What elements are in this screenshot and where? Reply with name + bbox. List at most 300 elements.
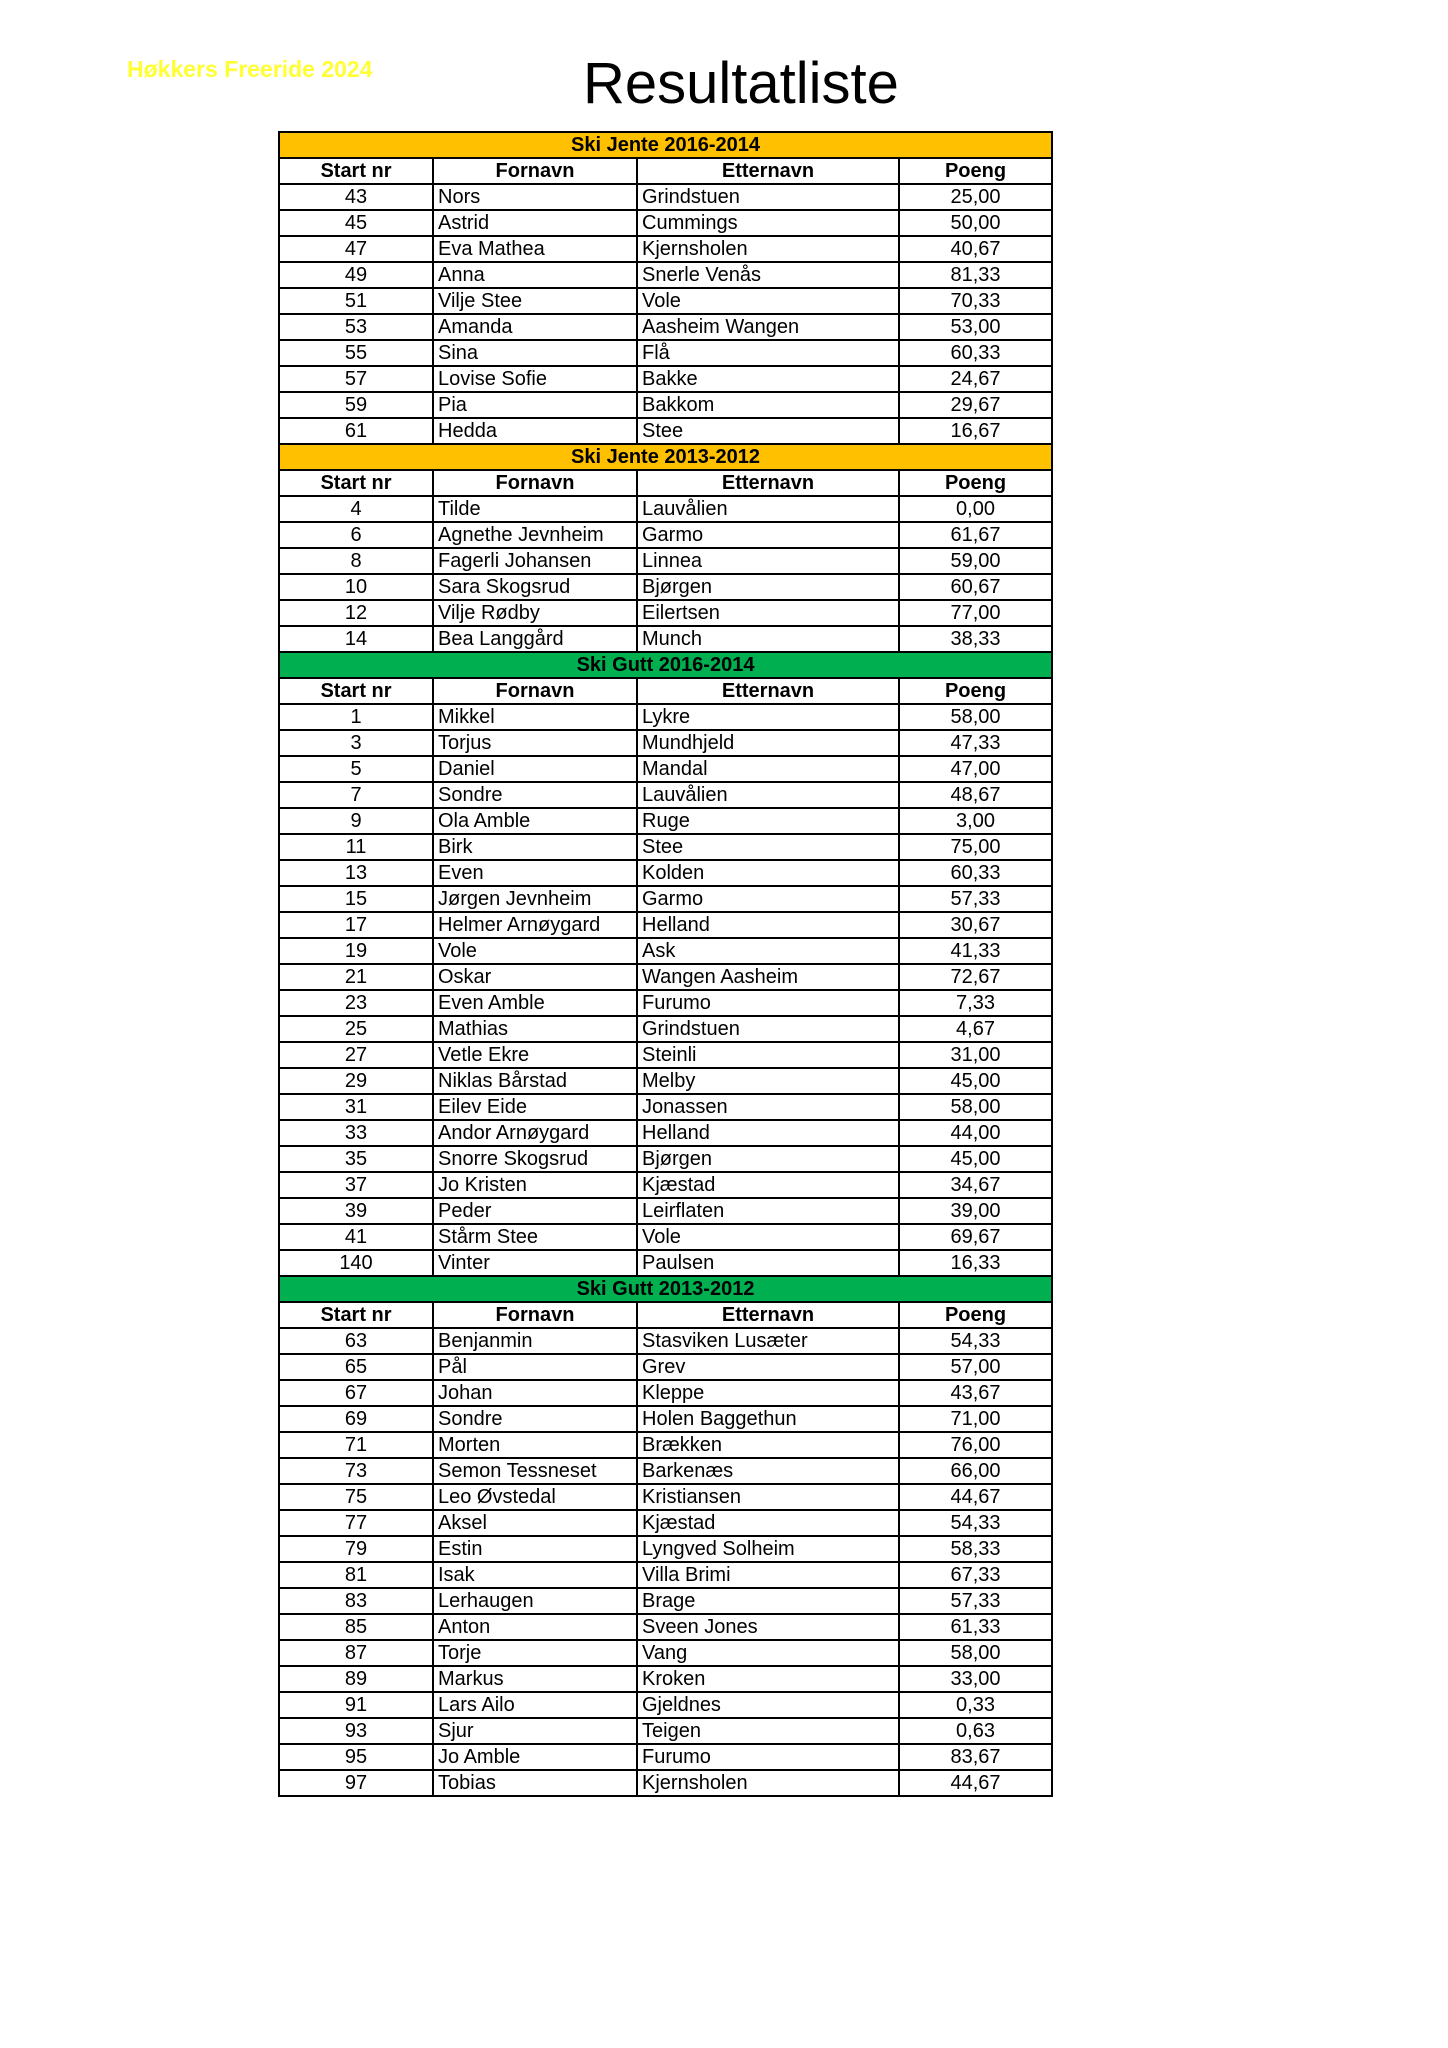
- cell-etternavn: Ruge: [637, 808, 899, 834]
- table-row: [279, 1198, 1052, 1224]
- table-row: [279, 938, 1052, 964]
- table-row: [279, 704, 1052, 730]
- table-row: [279, 756, 1052, 782]
- cell-fornavn: Markus: [433, 1666, 637, 1692]
- cell-poeng: 54,33: [899, 1328, 1052, 1354]
- table-row: [279, 1770, 1052, 1796]
- cell-poeng: 57,00: [899, 1354, 1052, 1380]
- cell-etternavn: Paulsen: [637, 1250, 899, 1276]
- cell-poeng: 54,33: [899, 1510, 1052, 1536]
- cell-start-nr: 25: [279, 1016, 433, 1042]
- cell-start-nr: 63: [279, 1328, 433, 1354]
- column-header-poeng: Poeng: [899, 678, 1052, 704]
- cell-start-nr: 89: [279, 1666, 433, 1692]
- cell-start-nr: 8: [279, 548, 433, 574]
- table-row: [279, 1510, 1052, 1536]
- cell-etternavn: Holen Baggethun: [637, 1406, 899, 1432]
- page-title: Resultatliste: [583, 51, 899, 116]
- table-row: [279, 1042, 1052, 1068]
- cell-fornavn: Jørgen Jevnheim: [433, 886, 637, 912]
- table-row: [279, 574, 1052, 600]
- table-row: [279, 1146, 1052, 1172]
- section-title: Ski Jente 2016-2014: [279, 132, 1052, 158]
- cell-etternavn: Helland: [637, 1120, 899, 1146]
- cell-poeng: 61,33: [899, 1614, 1052, 1640]
- cell-start-nr: 95: [279, 1744, 433, 1770]
- cell-poeng: 33,00: [899, 1666, 1052, 1692]
- cell-fornavn: Tobias: [433, 1770, 637, 1796]
- cell-poeng: 58,00: [899, 1094, 1052, 1120]
- column-header-poeng: Poeng: [899, 1302, 1052, 1328]
- cell-etternavn: Furumo: [637, 990, 899, 1016]
- cell-start-nr: 43: [279, 184, 433, 210]
- cell-start-nr: 61: [279, 418, 433, 444]
- cell-fornavn: Anna: [433, 262, 637, 288]
- cell-poeng: 34,67: [899, 1172, 1052, 1198]
- table-row: [279, 548, 1052, 574]
- cell-poeng: 60,33: [899, 860, 1052, 886]
- cell-poeng: 58,33: [899, 1536, 1052, 1562]
- cell-start-nr: 69: [279, 1406, 433, 1432]
- cell-start-nr: 7: [279, 782, 433, 808]
- cell-start-nr: 35: [279, 1146, 433, 1172]
- cell-etternavn: Bakke: [637, 366, 899, 392]
- cell-etternavn: Leirflaten: [637, 1198, 899, 1224]
- table-row: [279, 782, 1052, 808]
- cell-start-nr: 87: [279, 1640, 433, 1666]
- cell-fornavn: Benjanmin: [433, 1328, 637, 1354]
- cell-fornavn: Sara Skogsrud: [433, 574, 637, 600]
- cell-start-nr: 29: [279, 1068, 433, 1094]
- cell-poeng: 77,00: [899, 600, 1052, 626]
- cell-poeng: 0,33: [899, 1692, 1052, 1718]
- cell-start-nr: 97: [279, 1770, 433, 1796]
- cell-start-nr: 81: [279, 1562, 433, 1588]
- cell-start-nr: 5: [279, 756, 433, 782]
- cell-fornavn: Nors: [433, 184, 637, 210]
- cell-poeng: 53,00: [899, 314, 1052, 340]
- cell-fornavn: Leo Øvstedal: [433, 1484, 637, 1510]
- cell-etternavn: Kjæstad: [637, 1172, 899, 1198]
- table-row: [279, 1458, 1052, 1484]
- cell-start-nr: 17: [279, 912, 433, 938]
- cell-etternavn: Garmo: [637, 886, 899, 912]
- cell-start-nr: 65: [279, 1354, 433, 1380]
- column-header-fornavn: Fornavn: [433, 158, 637, 184]
- cell-start-nr: 27: [279, 1042, 433, 1068]
- table-row: [279, 392, 1052, 418]
- cell-start-nr: 45: [279, 210, 433, 236]
- cell-poeng: 72,67: [899, 964, 1052, 990]
- cell-fornavn: Eva Mathea: [433, 236, 637, 262]
- cell-poeng: 16,33: [899, 1250, 1052, 1276]
- cell-etternavn: Gjeldnes: [637, 1692, 899, 1718]
- section-header-row: [279, 652, 1052, 678]
- cell-etternavn: Garmo: [637, 522, 899, 548]
- cell-fornavn: Semon Tessneset: [433, 1458, 637, 1484]
- cell-poeng: 29,67: [899, 392, 1052, 418]
- cell-etternavn: Grindstuen: [637, 1016, 899, 1042]
- cell-poeng: 57,33: [899, 886, 1052, 912]
- cell-poeng: 67,33: [899, 1562, 1052, 1588]
- cell-start-nr: 1: [279, 704, 433, 730]
- cell-start-nr: 49: [279, 262, 433, 288]
- cell-fornavn: Vilje Stee: [433, 288, 637, 314]
- cell-start-nr: 10: [279, 574, 433, 600]
- cell-etternavn: Bjørgen: [637, 574, 899, 600]
- cell-fornavn: Sina: [433, 340, 637, 366]
- cell-start-nr: 31: [279, 1094, 433, 1120]
- cell-poeng: 60,67: [899, 574, 1052, 600]
- cell-poeng: 44,67: [899, 1484, 1052, 1510]
- table-row: [279, 1406, 1052, 1432]
- cell-fornavn: Even: [433, 860, 637, 886]
- cell-fornavn: Astrid: [433, 210, 637, 236]
- cell-etternavn: Brækken: [637, 1432, 899, 1458]
- cell-start-nr: 37: [279, 1172, 433, 1198]
- table-row: [279, 314, 1052, 340]
- table-row: [279, 964, 1052, 990]
- table-row: [279, 1224, 1052, 1250]
- cell-poeng: 66,00: [899, 1458, 1052, 1484]
- cell-start-nr: 75: [279, 1484, 433, 1510]
- cell-start-nr: 67: [279, 1380, 433, 1406]
- cell-fornavn: Sondre: [433, 1406, 637, 1432]
- cell-fornavn: Isak: [433, 1562, 637, 1588]
- cell-fornavn: Stårm Stee: [433, 1224, 637, 1250]
- table-row: [279, 340, 1052, 366]
- cell-start-nr: 11: [279, 834, 433, 860]
- table-row: [279, 1354, 1052, 1380]
- table-row: [279, 1640, 1052, 1666]
- cell-start-nr: 15: [279, 886, 433, 912]
- cell-etternavn: Bjørgen: [637, 1146, 899, 1172]
- cell-fornavn: Jo Kristen: [433, 1172, 637, 1198]
- section-header-row: [279, 132, 1052, 158]
- cell-poeng: 71,00: [899, 1406, 1052, 1432]
- cell-fornavn: Mathias: [433, 1016, 637, 1042]
- column-header-row: [279, 1302, 1052, 1328]
- table-row: [279, 288, 1052, 314]
- cell-etternavn: Villa Brimi: [637, 1562, 899, 1588]
- cell-etternavn: Teigen: [637, 1718, 899, 1744]
- table-row: [279, 626, 1052, 652]
- cell-poeng: 30,67: [899, 912, 1052, 938]
- cell-etternavn: Melby: [637, 1068, 899, 1094]
- table-row: [279, 1484, 1052, 1510]
- table-row: [279, 184, 1052, 210]
- cell-start-nr: 13: [279, 860, 433, 886]
- cell-fornavn: Jo Amble: [433, 1744, 637, 1770]
- cell-etternavn: Kleppe: [637, 1380, 899, 1406]
- cell-start-nr: 71: [279, 1432, 433, 1458]
- cell-fornavn: Lovise Sofie: [433, 366, 637, 392]
- cell-start-nr: 83: [279, 1588, 433, 1614]
- table-row: [279, 1068, 1052, 1094]
- table-row: [279, 1328, 1052, 1354]
- section-title: Ski Jente 2013-2012: [279, 444, 1052, 470]
- cell-poeng: 60,33: [899, 340, 1052, 366]
- cell-start-nr: 55: [279, 340, 433, 366]
- table-row: [279, 1562, 1052, 1588]
- column-header-etternavn: Etternavn: [637, 470, 899, 496]
- cell-etternavn: Lykre: [637, 704, 899, 730]
- column-header-etternavn: Etternavn: [637, 678, 899, 704]
- cell-poeng: 58,00: [899, 704, 1052, 730]
- cell-poeng: 47,00: [899, 756, 1052, 782]
- cell-etternavn: Jonassen: [637, 1094, 899, 1120]
- cell-etternavn: Aasheim Wangen: [637, 314, 899, 340]
- cell-etternavn: Grindstuen: [637, 184, 899, 210]
- cell-fornavn: Torjus: [433, 730, 637, 756]
- cell-etternavn: Flå: [637, 340, 899, 366]
- cell-poeng: 45,00: [899, 1146, 1052, 1172]
- cell-poeng: 16,67: [899, 418, 1052, 444]
- cell-etternavn: Steinli: [637, 1042, 899, 1068]
- results-table-container: [278, 131, 1051, 1797]
- table-row: [279, 418, 1052, 444]
- cell-fornavn: Snorre Skogsrud: [433, 1146, 637, 1172]
- cell-etternavn: Mundhjeld: [637, 730, 899, 756]
- cell-start-nr: 47: [279, 236, 433, 262]
- table-row: [279, 1120, 1052, 1146]
- cell-fornavn: Morten: [433, 1432, 637, 1458]
- cell-poeng: 47,33: [899, 730, 1052, 756]
- table-row: [279, 366, 1052, 392]
- table-row: [279, 1172, 1052, 1198]
- cell-start-nr: 33: [279, 1120, 433, 1146]
- cell-etternavn: Vole: [637, 288, 899, 314]
- cell-poeng: 39,00: [899, 1198, 1052, 1224]
- cell-poeng: 59,00: [899, 548, 1052, 574]
- cell-fornavn: Niklas Bårstad: [433, 1068, 637, 1094]
- event-name: Høkkers Freeride 2024: [127, 56, 373, 82]
- cell-start-nr: 51: [279, 288, 433, 314]
- table-row: [279, 262, 1052, 288]
- section-header-row: [279, 1276, 1052, 1302]
- cell-fornavn: Aksel: [433, 1510, 637, 1536]
- cell-poeng: 0,00: [899, 496, 1052, 522]
- table-row: [279, 912, 1052, 938]
- cell-fornavn: Oskar: [433, 964, 637, 990]
- cell-etternavn: Kjernsholen: [637, 236, 899, 262]
- cell-etternavn: Vole: [637, 1224, 899, 1250]
- cell-start-nr: 140: [279, 1250, 433, 1276]
- cell-poeng: 48,67: [899, 782, 1052, 808]
- cell-etternavn: Wangen Aasheim: [637, 964, 899, 990]
- column-header-poeng: Poeng: [899, 158, 1052, 184]
- cell-fornavn: Vetle Ekre: [433, 1042, 637, 1068]
- cell-poeng: 25,00: [899, 184, 1052, 210]
- cell-etternavn: Stasviken Lusæter: [637, 1328, 899, 1354]
- column-header-etternavn: Etternavn: [637, 1302, 899, 1328]
- column-header-start-nr: Start nr: [279, 678, 433, 704]
- results-table-body: [279, 132, 1052, 1796]
- table-row: [279, 1666, 1052, 1692]
- cell-fornavn: Pål: [433, 1354, 637, 1380]
- cell-poeng: 3,00: [899, 808, 1052, 834]
- table-row: [279, 1536, 1052, 1562]
- column-header-fornavn: Fornavn: [433, 470, 637, 496]
- column-header-fornavn: Fornavn: [433, 678, 637, 704]
- cell-start-nr: 14: [279, 626, 433, 652]
- table-row: [279, 730, 1052, 756]
- cell-poeng: 0,63: [899, 1718, 1052, 1744]
- table-row: [279, 522, 1052, 548]
- cell-poeng: 41,33: [899, 938, 1052, 964]
- cell-poeng: 81,33: [899, 262, 1052, 288]
- cell-etternavn: Stee: [637, 418, 899, 444]
- table-row: [279, 990, 1052, 1016]
- cell-etternavn: Lyngved Solheim: [637, 1536, 899, 1562]
- cell-fornavn: Mikkel: [433, 704, 637, 730]
- cell-etternavn: Kolden: [637, 860, 899, 886]
- cell-start-nr: 3: [279, 730, 433, 756]
- cell-fornavn: Sjur: [433, 1718, 637, 1744]
- cell-etternavn: Kjernsholen: [637, 1770, 899, 1796]
- cell-fornavn: Vole: [433, 938, 637, 964]
- cell-fornavn: Agnethe Jevnheim: [433, 522, 637, 548]
- cell-poeng: 61,67: [899, 522, 1052, 548]
- cell-fornavn: Hedda: [433, 418, 637, 444]
- cell-poeng: 7,33: [899, 990, 1052, 1016]
- cell-start-nr: 21: [279, 964, 433, 990]
- column-header-poeng: Poeng: [899, 470, 1052, 496]
- cell-fornavn: Even Amble: [433, 990, 637, 1016]
- cell-poeng: 24,67: [899, 366, 1052, 392]
- cell-etternavn: Eilertsen: [637, 600, 899, 626]
- table-row: [279, 1250, 1052, 1276]
- cell-etternavn: Bakkom: [637, 392, 899, 418]
- table-row: [279, 808, 1052, 834]
- cell-poeng: 70,33: [899, 288, 1052, 314]
- table-row: [279, 236, 1052, 262]
- cell-start-nr: 39: [279, 1198, 433, 1224]
- table-row: [279, 1380, 1052, 1406]
- results-table: [278, 131, 1053, 1797]
- cell-etternavn: Cummings: [637, 210, 899, 236]
- cell-poeng: 43,67: [899, 1380, 1052, 1406]
- cell-etternavn: Grev: [637, 1354, 899, 1380]
- cell-fornavn: Johan: [433, 1380, 637, 1406]
- cell-etternavn: Furumo: [637, 1744, 899, 1770]
- column-header-row: [279, 678, 1052, 704]
- cell-etternavn: Barkenæs: [637, 1458, 899, 1484]
- column-header-start-nr: Start nr: [279, 470, 433, 496]
- cell-etternavn: Stee: [637, 834, 899, 860]
- column-header-start-nr: Start nr: [279, 158, 433, 184]
- cell-start-nr: 85: [279, 1614, 433, 1640]
- cell-poeng: 31,00: [899, 1042, 1052, 1068]
- cell-fornavn: Daniel: [433, 756, 637, 782]
- table-row: [279, 1094, 1052, 1120]
- table-row: [279, 1588, 1052, 1614]
- section-title: Ski Gutt 2016-2014: [279, 652, 1052, 678]
- cell-fornavn: Fagerli Johansen: [433, 548, 637, 574]
- cell-poeng: 57,33: [899, 1588, 1052, 1614]
- table-row: [279, 1692, 1052, 1718]
- cell-poeng: 44,67: [899, 1770, 1052, 1796]
- section-title: Ski Gutt 2013-2012: [279, 1276, 1052, 1302]
- cell-start-nr: 23: [279, 990, 433, 1016]
- cell-poeng: 44,00: [899, 1120, 1052, 1146]
- cell-etternavn: Kroken: [637, 1666, 899, 1692]
- cell-poeng: 83,67: [899, 1744, 1052, 1770]
- cell-start-nr: 41: [279, 1224, 433, 1250]
- cell-poeng: 4,67: [899, 1016, 1052, 1042]
- cell-start-nr: 77: [279, 1510, 433, 1536]
- cell-etternavn: Kristiansen: [637, 1484, 899, 1510]
- cell-start-nr: 9: [279, 808, 433, 834]
- cell-etternavn: Munch: [637, 626, 899, 652]
- cell-fornavn: Anton: [433, 1614, 637, 1640]
- cell-poeng: 38,33: [899, 626, 1052, 652]
- table-row: [279, 496, 1052, 522]
- cell-fornavn: Tilde: [433, 496, 637, 522]
- cell-etternavn: Brage: [637, 1588, 899, 1614]
- cell-start-nr: 53: [279, 314, 433, 340]
- cell-etternavn: Helland: [637, 912, 899, 938]
- section-header-row: [279, 444, 1052, 470]
- cell-poeng: 69,67: [899, 1224, 1052, 1250]
- cell-poeng: 58,00: [899, 1640, 1052, 1666]
- cell-fornavn: Andor Arnøygard: [433, 1120, 637, 1146]
- table-row: [279, 834, 1052, 860]
- cell-start-nr: 73: [279, 1458, 433, 1484]
- cell-fornavn: Vilje Rødby: [433, 600, 637, 626]
- column-header-etternavn: Etternavn: [637, 158, 899, 184]
- cell-fornavn: Estin: [433, 1536, 637, 1562]
- cell-fornavn: Bea Langgård: [433, 626, 637, 652]
- cell-etternavn: Lauvålien: [637, 496, 899, 522]
- table-row: [279, 1744, 1052, 1770]
- table-row: [279, 860, 1052, 886]
- cell-start-nr: 79: [279, 1536, 433, 1562]
- cell-poeng: 40,67: [899, 236, 1052, 262]
- table-row: [279, 1016, 1052, 1042]
- cell-start-nr: 12: [279, 600, 433, 626]
- cell-start-nr: 59: [279, 392, 433, 418]
- cell-fornavn: Sondre: [433, 782, 637, 808]
- column-header-start-nr: Start nr: [279, 1302, 433, 1328]
- cell-poeng: 75,00: [899, 834, 1052, 860]
- table-row: [279, 886, 1052, 912]
- table-row: [279, 1614, 1052, 1640]
- cell-poeng: 76,00: [899, 1432, 1052, 1458]
- cell-fornavn: Ola Amble: [433, 808, 637, 834]
- cell-fornavn: Lerhaugen: [433, 1588, 637, 1614]
- table-row: [279, 210, 1052, 236]
- cell-fornavn: Amanda: [433, 314, 637, 340]
- cell-fornavn: Lars Ailo: [433, 1692, 637, 1718]
- cell-start-nr: 57: [279, 366, 433, 392]
- cell-fornavn: Torje: [433, 1640, 637, 1666]
- cell-etternavn: Lauvålien: [637, 782, 899, 808]
- cell-fornavn: Peder: [433, 1198, 637, 1224]
- column-header-fornavn: Fornavn: [433, 1302, 637, 1328]
- table-row: [279, 600, 1052, 626]
- cell-start-nr: 6: [279, 522, 433, 548]
- cell-start-nr: 19: [279, 938, 433, 964]
- cell-etternavn: Sveen Jones: [637, 1614, 899, 1640]
- cell-etternavn: Vang: [637, 1640, 899, 1666]
- cell-fornavn: Vinter: [433, 1250, 637, 1276]
- table-row: [279, 1718, 1052, 1744]
- cell-poeng: 45,00: [899, 1068, 1052, 1094]
- cell-fornavn: Birk: [433, 834, 637, 860]
- cell-start-nr: 91: [279, 1692, 433, 1718]
- table-row: [279, 1432, 1052, 1458]
